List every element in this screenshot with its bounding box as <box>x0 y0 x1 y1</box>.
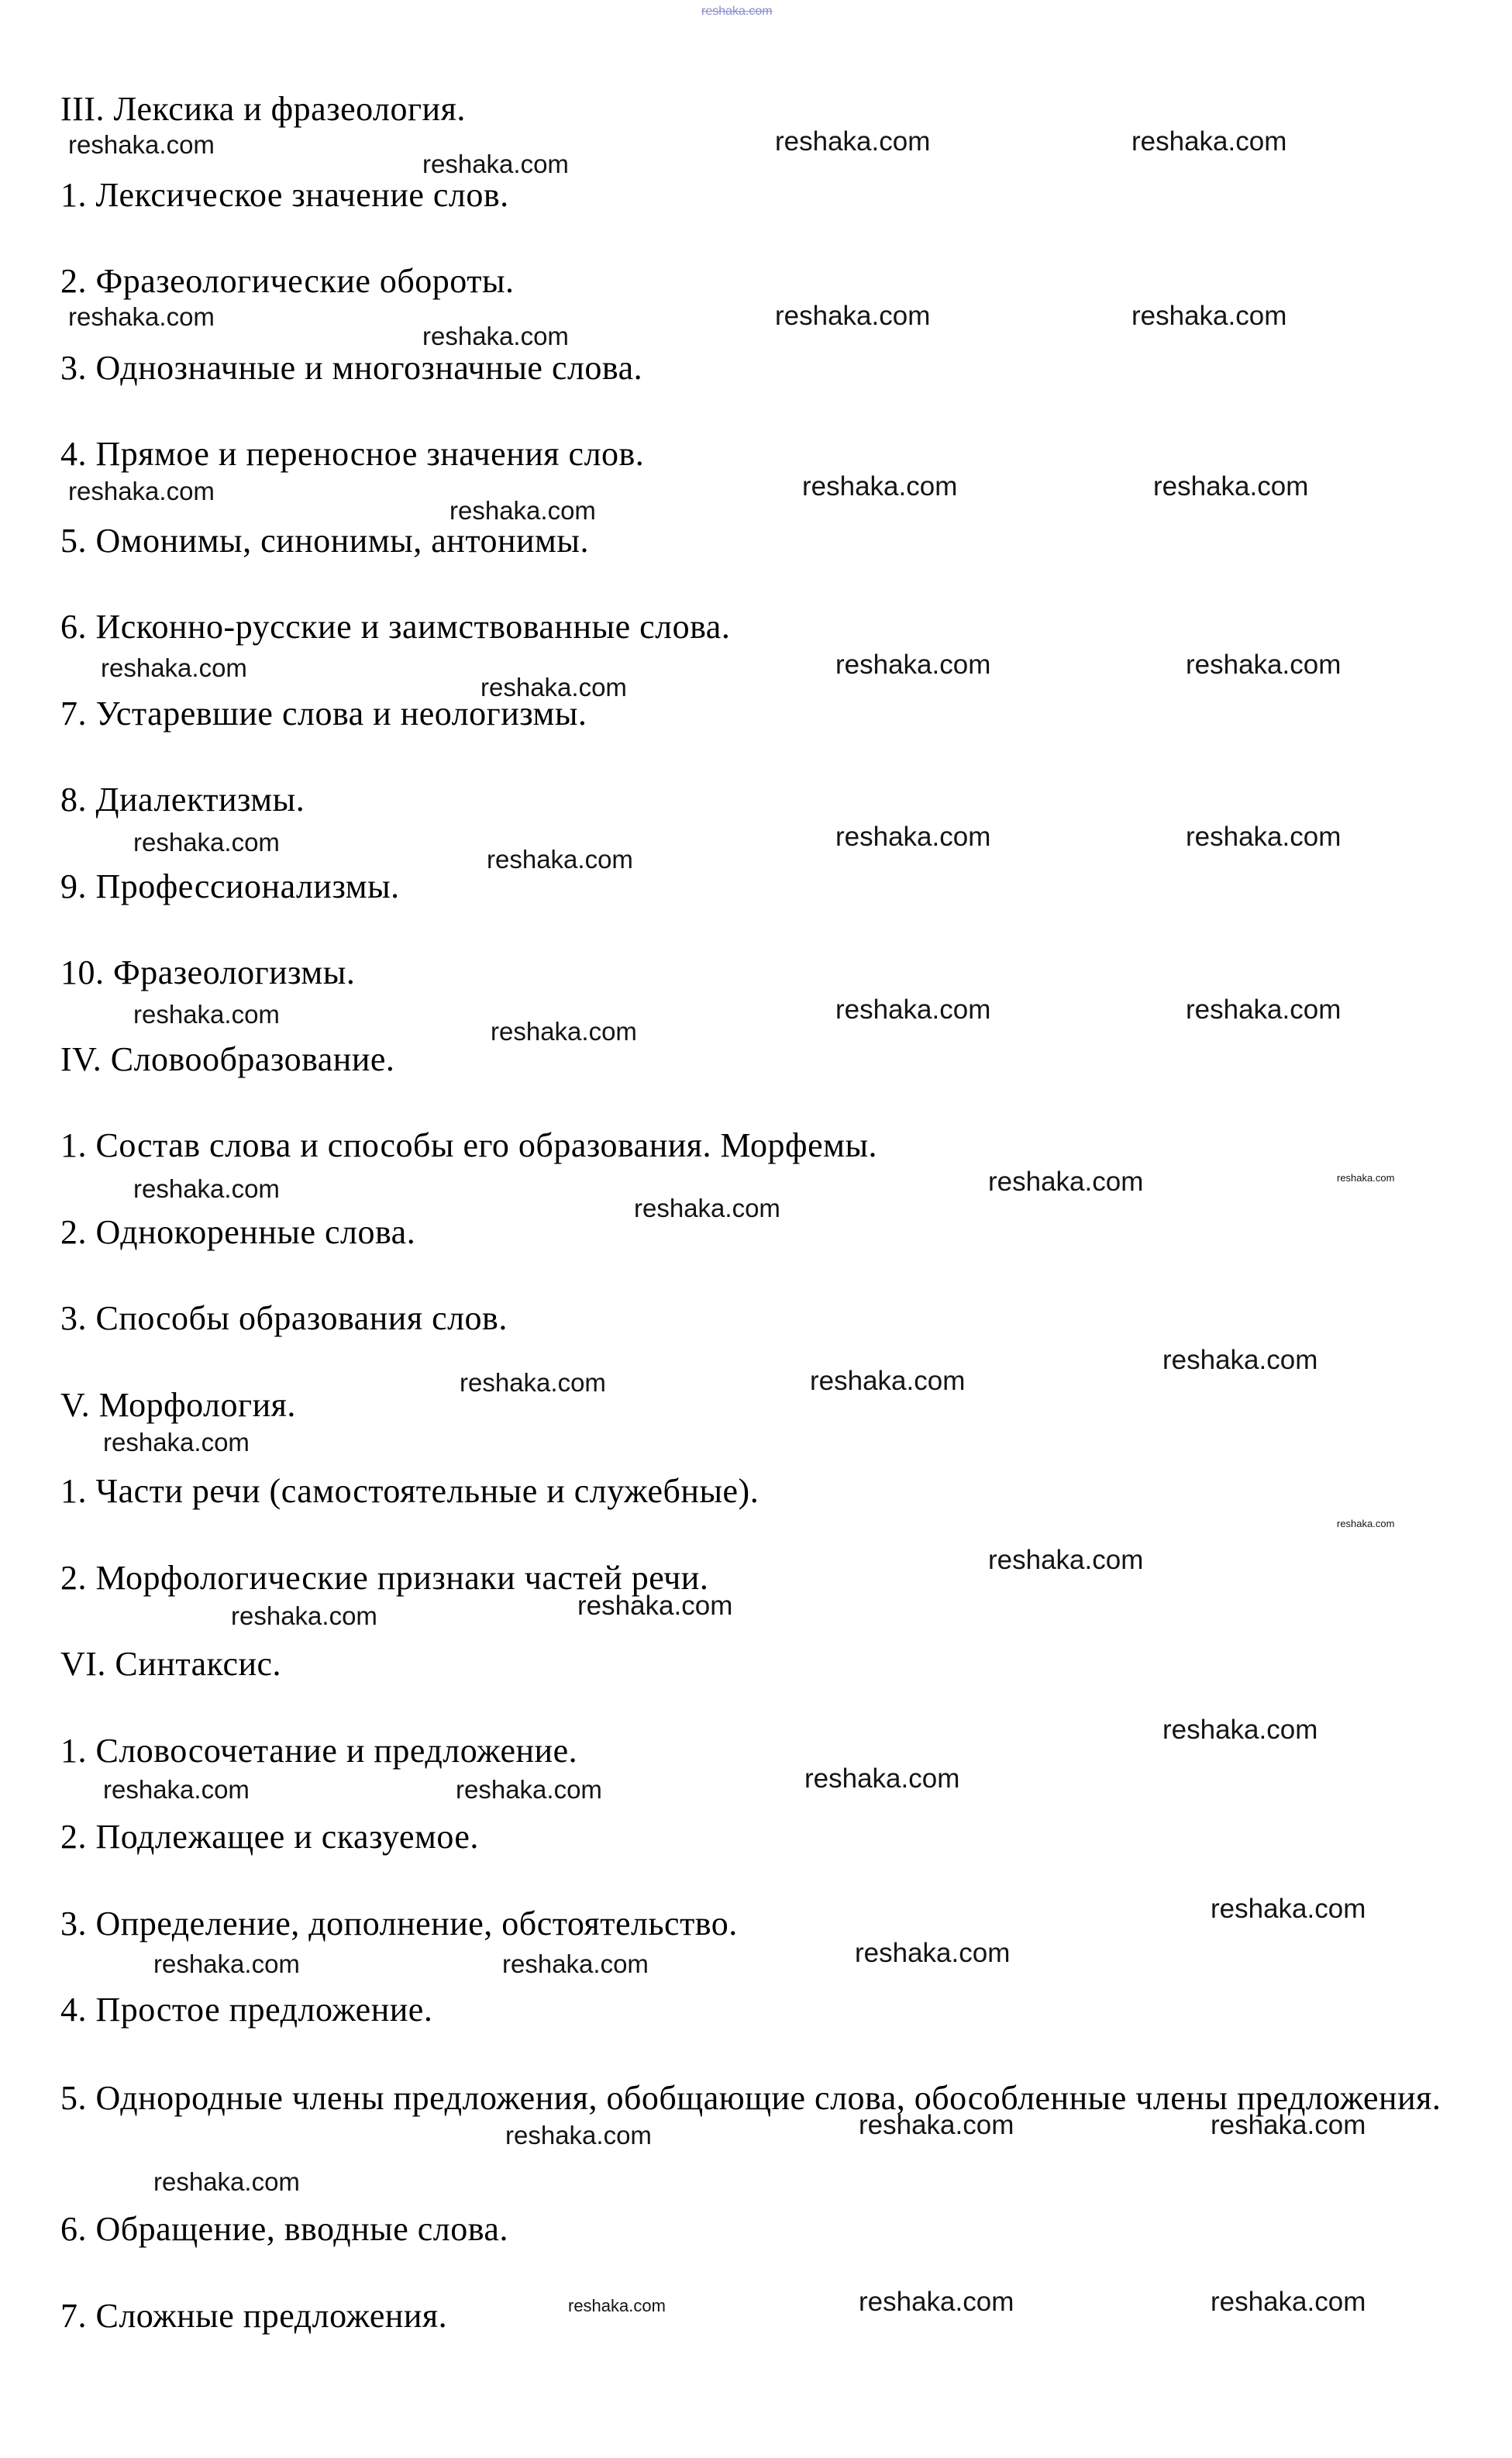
watermark-text: reshaka.com <box>855 1938 1011 1968</box>
list-item: 5. Однородные члены предложения, обобщающие слова, обособленные члены предложения. <box>60 2079 1441 2117</box>
watermark-text: reshaka.com <box>835 650 991 680</box>
watermark-text: reshaka.com <box>449 496 596 525</box>
list-item: 1. Словосочетание и предложение. <box>60 1732 578 1770</box>
watermark-text: reshaka.com <box>153 1950 300 1978</box>
watermark-text: reshaka.com <box>133 1000 280 1029</box>
list-item: 7. Устаревшие слова и неологизмы. <box>60 695 587 733</box>
list-item: 6. Обращение, вводные слова. <box>60 2210 508 2248</box>
watermark-text: reshaka.com <box>1186 995 1342 1025</box>
watermark-text: reshaka.com <box>460 1368 606 1397</box>
watermark-text: reshaka.com <box>68 302 215 331</box>
watermark-text: reshaka.com <box>1337 1172 1395 1184</box>
list-item: 10. Фразеологизмы. <box>60 953 356 991</box>
watermark-text: reshaka.com <box>133 828 280 857</box>
watermark-text: reshaka.com <box>133 1174 280 1203</box>
watermark-text: reshaka.com <box>802 471 958 502</box>
list-item: 3. Способы образования слов. <box>60 1299 508 1337</box>
watermark-text: reshaka.com <box>1131 126 1287 157</box>
watermark-text: reshaka.com <box>1131 301 1287 331</box>
list-item: 2. Однокоренные слова. <box>60 1213 416 1251</box>
watermark-text: reshaka.com <box>231 1601 377 1630</box>
watermark-text: reshaka.com <box>491 1017 637 1046</box>
watermark-text: reshaka.com <box>103 1775 250 1804</box>
watermark-text: reshaka.com <box>810 1366 966 1396</box>
watermark-text: reshaka.com <box>988 1545 1144 1575</box>
watermark-text: reshaka.com <box>804 1763 960 1794</box>
watermark-text: reshaka.com <box>1211 2110 1366 2140</box>
watermark-text: reshaka.com <box>101 653 247 682</box>
list-item: 9. Профессионализмы. <box>60 867 400 905</box>
list-item: 2. Подлежащее и сказуемое. <box>60 1818 479 1856</box>
watermark-text: reshaka.com <box>1211 2287 1366 2317</box>
watermark-text: reshaka.com <box>480 673 627 702</box>
list-item: 4. Прямое и переносное значения слов. <box>60 435 645 473</box>
watermark-text: reshaka.com <box>835 822 991 852</box>
list-item: 1. Состав слова и способы его образования. Морфемы. <box>60 1126 877 1164</box>
list-item: 5. Омонимы, синонимы, антонимы. <box>60 522 589 560</box>
watermark-text: reshaka.com <box>1337 1518 1395 1529</box>
watermark-text: reshaka.com <box>988 1167 1144 1197</box>
watermark-text: reshaka.com <box>835 995 991 1025</box>
watermark-text: reshaka.com <box>422 150 569 178</box>
list-item: 2. Морфологические признаки частей речи. <box>60 1559 709 1597</box>
watermark-text: reshaka.com <box>153 2167 300 2196</box>
watermark-text: reshaka.com <box>502 1950 649 1978</box>
watermark-text: reshaka.com <box>1153 471 1309 502</box>
list-item: 7. Сложные предложения. <box>60 2297 448 2335</box>
list-item: 1. Части речи (самостоятельные и служебные). <box>60 1472 759 1510</box>
watermark-text: reshaka.com <box>701 5 773 18</box>
watermark-text: reshaka.com <box>1162 1715 1318 1745</box>
watermark-text: reshaka.com <box>859 2110 1014 2140</box>
section-heading: VI. Синтаксис. <box>60 1645 282 1683</box>
watermark-text: reshaka.com <box>1186 822 1342 852</box>
watermark-text: reshaka.com <box>775 301 931 331</box>
list-item: 2. Фразеологические обороты. <box>60 262 515 300</box>
list-item: 4. Простое предложение. <box>60 1991 433 2029</box>
watermark-text: reshaka.com <box>505 2121 652 2149</box>
watermark-text: reshaka.com <box>422 322 569 350</box>
watermark-text: reshaka.com <box>68 477 215 505</box>
watermark-text: reshaka.com <box>68 130 215 159</box>
list-item: 6. Исконно-русские и заимствованные слова. <box>60 608 731 646</box>
watermark-text: reshaka.com <box>1186 650 1342 680</box>
watermark-text: reshaka.com <box>1211 1894 1366 1924</box>
watermark-text: reshaka.com <box>775 126 931 157</box>
watermark-text: reshaka.com <box>487 845 633 874</box>
watermark-text: reshaka.com <box>859 2287 1014 2317</box>
list-item: 8. Диалектизмы. <box>60 781 305 819</box>
watermark-text: reshaka.com <box>103 1428 250 1457</box>
list-item: 3. Определение, дополнение, обстоятельство. <box>60 1905 738 1943</box>
list-item: 1. Лексическое значение слов. <box>60 176 509 214</box>
section-heading: III. Лексика и фразеология. <box>60 90 466 128</box>
watermark-text: reshaka.com <box>568 2296 666 2315</box>
list-item: 3. Однозначные и многозначные слова. <box>60 349 643 387</box>
watermark-text: reshaka.com <box>577 1591 733 1621</box>
section-heading: IV. Словообразование. <box>60 1040 395 1078</box>
watermark-text: reshaka.com <box>456 1775 602 1804</box>
section-heading: V. Морфология. <box>60 1386 296 1424</box>
watermark-text: reshaka.com <box>634 1194 780 1222</box>
watermark-text: reshaka.com <box>1162 1345 1318 1375</box>
